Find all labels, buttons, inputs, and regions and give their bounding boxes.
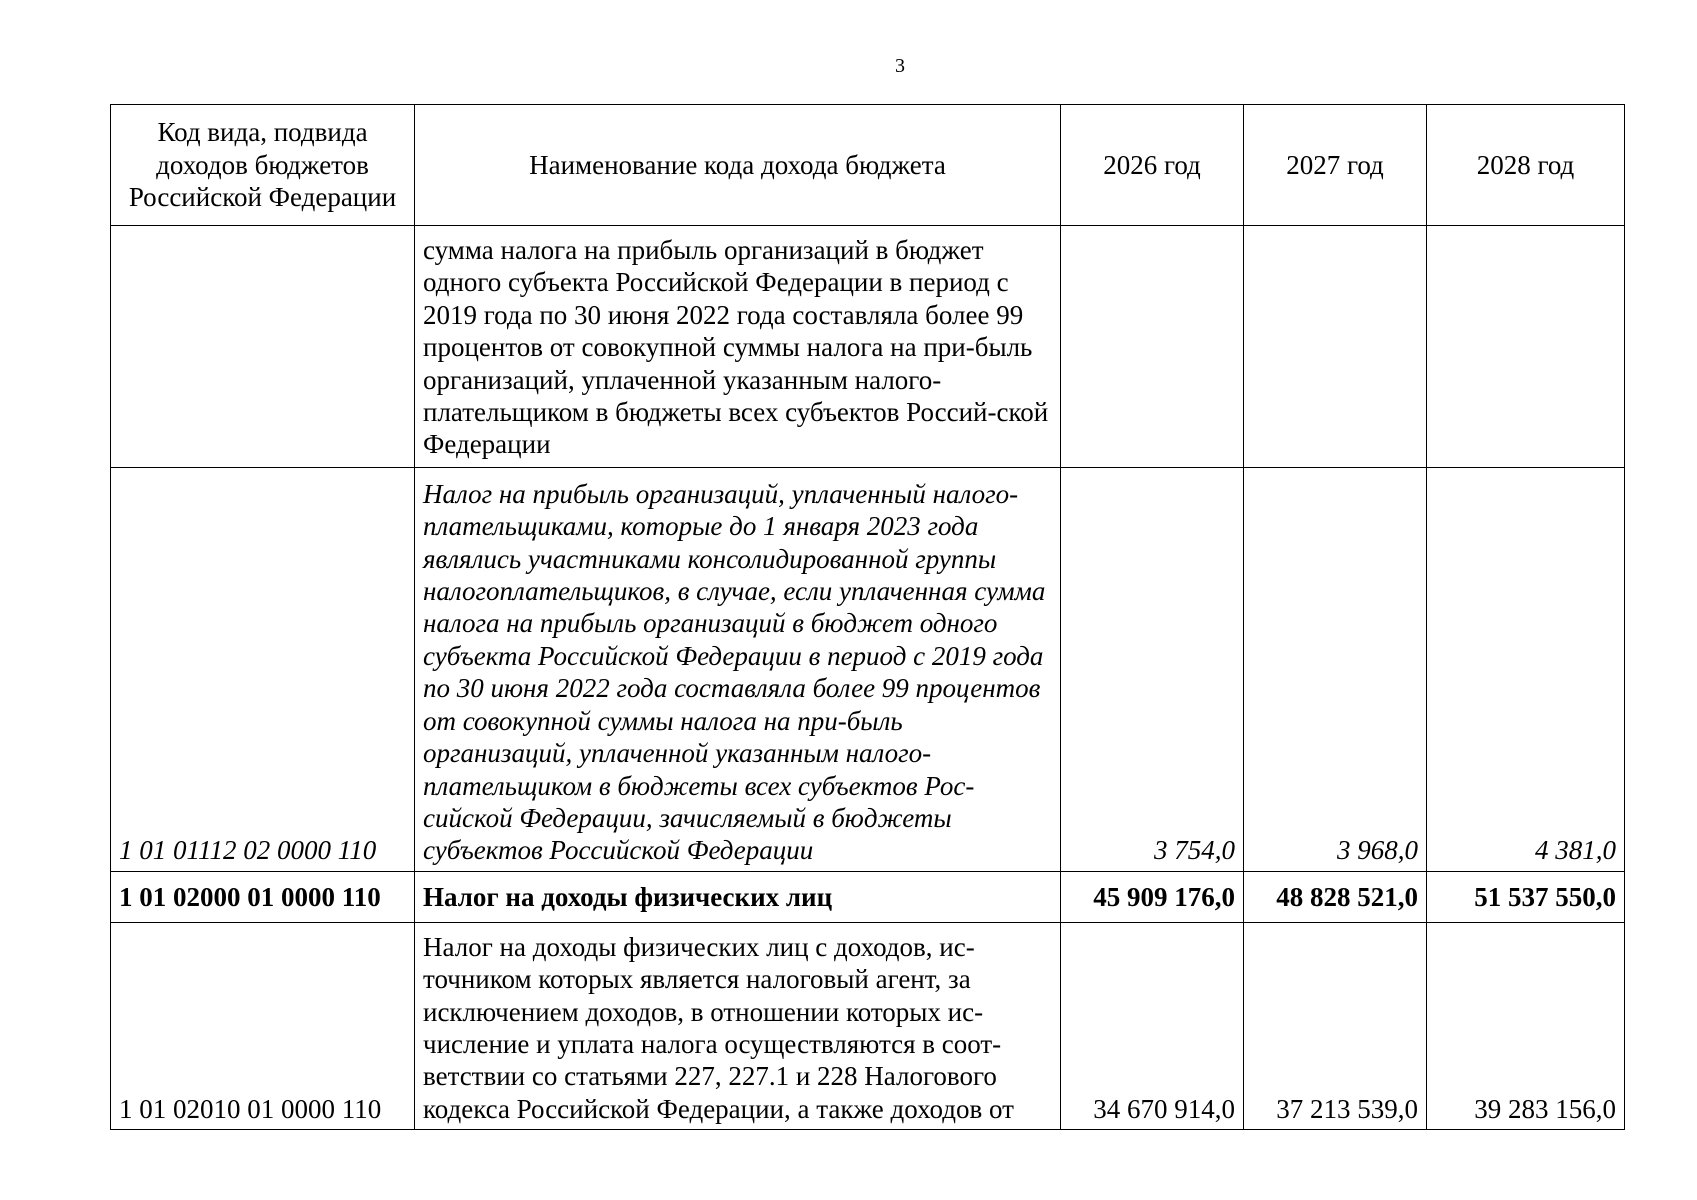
row-name: Налог на доходы физических лиц bbox=[415, 871, 1061, 922]
row-value-2028 bbox=[1427, 226, 1625, 468]
row-value-2026 bbox=[1061, 226, 1244, 468]
table-row bbox=[111, 226, 1625, 468]
table-header-row bbox=[111, 105, 1625, 226]
row-value-2027 bbox=[1244, 226, 1427, 468]
row-value-2026: 34 670 914,0 bbox=[1061, 922, 1244, 1129]
row-name: Налог на доходы физических лиц с доходов, ис-точником которых является налоговый агент, за исключением доходов, в отношении которых ис-числение и уплата налога осуществляются в соот-ветствии со статьями 227, 227.1 и 228 Налогового кодекса Российской Федерации, а также доходов от bbox=[415, 922, 1061, 1129]
header-2028: 2028 год bbox=[1427, 105, 1625, 226]
row-code: 1 01 02000 01 0000 110 bbox=[111, 871, 415, 922]
row-value-2027: 3 968,0 bbox=[1244, 467, 1427, 871]
row-name: Налог на прибыль организаций, уплаченный налого-плательщиками, которые до 1 января 2023 года являлись участниками консолидированной группы налогоплательщиков, в случае, если уплаченная сумма налога на прибыль организаций в бюджет одного субъекта Российской Федерации в период с 2019 года по 30 июня 2022 года составляла более 99 процентов от совокупной суммы налога на при-быль организаций, уплаченной указанным налого-плательщиком в бюджеты всех субъектов Рос-сийской Федерации, зачисляемый в бюджеты субъектов Российской Федерации bbox=[415, 467, 1061, 871]
row-name: сумма налога на прибыль организаций в бюджет одного субъекта Российской Федерации в период с 2019 года по 30 июня 2022 года составляла более 99 процентов от совокупной суммы налога на при-быль организаций, уплаченной указанным налого-плательщиком в бюджеты всех субъектов Россий-ской Федерации bbox=[415, 226, 1061, 468]
table-row bbox=[111, 922, 1625, 1129]
header-code: Код вида, подвида доходов бюджетов Российской Федерации bbox=[111, 105, 415, 226]
row-value-2027: 37 213 539,0 bbox=[1244, 922, 1427, 1129]
table-row bbox=[111, 871, 1625, 922]
row-value-2027: 48 828 521,0 bbox=[1244, 871, 1427, 922]
row-value-2028: 51 537 550,0 bbox=[1427, 871, 1625, 922]
header-2027: 2027 год bbox=[1244, 105, 1427, 226]
table-row bbox=[111, 467, 1625, 871]
row-code: 1 01 02010 01 0000 110 bbox=[111, 922, 415, 1129]
row-value-2026: 3 754,0 bbox=[1061, 467, 1244, 871]
row-value-2028: 39 283 156,0 bbox=[1427, 922, 1625, 1129]
row-value-2028: 4 381,0 bbox=[1427, 467, 1625, 871]
header-name: Наименование кода дохода бюджета bbox=[415, 105, 1061, 226]
row-code: 1 01 01112 02 0000 110 bbox=[111, 467, 415, 871]
budget-revenue-table bbox=[110, 104, 1625, 1130]
row-code bbox=[111, 226, 415, 468]
page-number: 3 bbox=[895, 55, 905, 77]
header-2026: 2026 год bbox=[1061, 105, 1244, 226]
row-value-2026: 45 909 176,0 bbox=[1061, 871, 1244, 922]
